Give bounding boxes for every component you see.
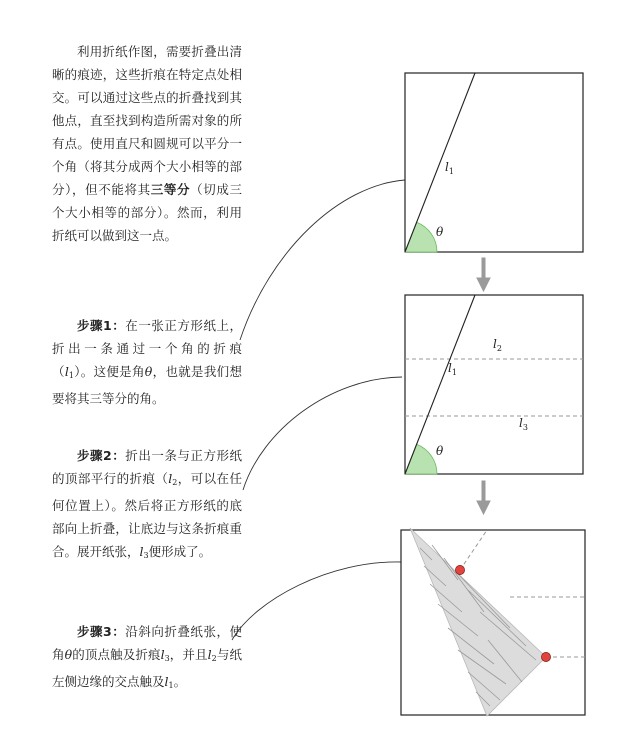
figure1-square bbox=[405, 73, 583, 252]
step2-text-b: ，可以在任何位置上）。然后将正方形纸的底部向上折叠，让底边与这条折痕重合。展开纸张， bbox=[52, 471, 242, 559]
figure2-theta-label: θ bbox=[436, 444, 444, 458]
step3-angle: θ bbox=[64, 647, 73, 662]
step2-crease2: l bbox=[139, 544, 144, 559]
step1-text-c: ，也就是我们想要将其三等分的角。 bbox=[52, 364, 242, 406]
step3-crease2-sub: 2 bbox=[211, 654, 217, 663]
step3-crease: l bbox=[160, 647, 165, 662]
figure2-l3-label: $l_3$ bbox=[519, 416, 528, 432]
figure3-corner-marker bbox=[455, 565, 464, 574]
figure2-l2-label: $l_2$ bbox=[493, 337, 502, 353]
figure1-theta-label: θ bbox=[436, 225, 444, 239]
connector-step2 bbox=[243, 377, 402, 490]
step1-text-a: 在一张正方形纸上，折出一条通过一个角的折痕（ bbox=[52, 318, 242, 379]
step2-label: 步骤2： bbox=[77, 448, 126, 463]
step3-text-c: ，并且 bbox=[169, 647, 208, 662]
figure1-l1-label: $l_1$ bbox=[445, 160, 454, 176]
step3-label: 步骤3： bbox=[77, 624, 126, 639]
intro-bold-trisect: 三等分 bbox=[150, 182, 191, 197]
step2-text-a: 折出一条与正方形纸的顶部平行的折痕（ bbox=[52, 448, 242, 486]
step1-crease: l bbox=[64, 364, 69, 379]
figure2-l1-label: $l_1$ bbox=[448, 361, 457, 377]
step3-crease3-sub: 1 bbox=[168, 681, 174, 690]
step3-text-e: 。 bbox=[173, 674, 187, 689]
connector-step1 bbox=[240, 180, 405, 340]
step3-crease-sub: 3 bbox=[164, 654, 170, 663]
figure2 bbox=[405, 295, 583, 474]
step1-crease-sub: 1 bbox=[68, 371, 74, 380]
step3-text-b: 的顶点触及折痕 bbox=[72, 647, 161, 662]
figure1 bbox=[405, 73, 583, 252]
step3-text-d: 与纸左侧边缘的交点触及 bbox=[52, 647, 242, 689]
step2-crease-sub: 2 bbox=[172, 478, 178, 487]
step2-crease: l bbox=[168, 471, 173, 486]
intro-tail: （切成三个大小相等的部分）。然而，利用折纸可以做到这一点。 bbox=[52, 182, 242, 243]
step2-text-c: 便形成了。 bbox=[148, 544, 212, 559]
down-arrow-1 bbox=[477, 258, 490, 291]
step3-crease2: l bbox=[207, 647, 212, 662]
step2-crease2-sub: 3 bbox=[143, 551, 149, 560]
step1-text-b: ）。这便是角 bbox=[73, 364, 145, 379]
down-arrow-2 bbox=[477, 481, 490, 514]
intro-text: 利用折纸作图，需要折叠出清晰的痕迹，这些折痕在特定点处相交。可以通过这些点的折叠找到其他点，直至找到构造所需对象的所有点。使用直尺和圆规可以平分一个角（将其分成两个大小相等的部分），但不能将其 bbox=[52, 44, 242, 197]
figure3 bbox=[401, 528, 585, 716]
figure3-vertex-marker bbox=[541, 652, 550, 661]
step1-label: 步骤1： bbox=[77, 318, 126, 333]
step3-text-a: 沿斜向折叠纸张，使角 bbox=[52, 624, 242, 662]
figure2-square bbox=[405, 295, 583, 474]
step3-crease3: l bbox=[164, 674, 169, 689]
connector-step3 bbox=[232, 562, 402, 640]
step1-angle: θ bbox=[144, 364, 153, 379]
